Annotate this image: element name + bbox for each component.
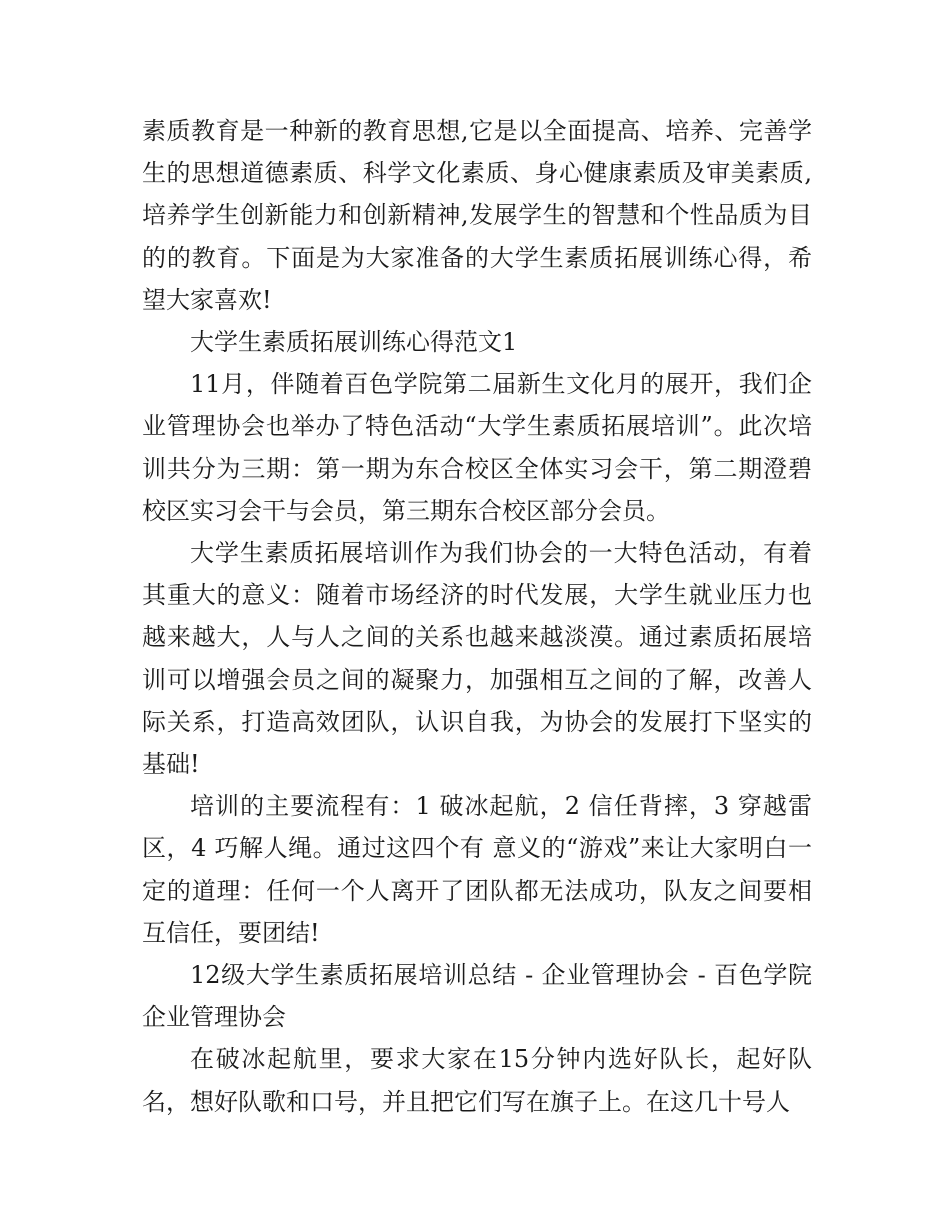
body-paragraph-3: 培训的主要流程有：1 破冰起航，2 信任背摔，3 穿越雷区，4 巧解人绳。通过这四个有 意义的“游戏”来让大家明白一定的道理：任何一个人离开了团队都无法成功，队友之间要相互信任，要团结! <box>142 792 812 947</box>
intro-paragraph: 素质教育是一种新的教育思想,它是以全面提高、培养、完善学生的思想道德素质、科学文化素质、身心健康素质及审美素质,培养学生创新能力和创新精神,发展学生的智慧和个性品质为目的的教育。下面是为大家准备的大学生素质拓展训练心得，希望大家喜欢! <box>142 117 812 314</box>
body-paragraph-4: 在破冰起航里，要求大家在15分钟内选好队长，起好队名，想好队歌和口号，并且把它们写在旗子上。在这几十号人 <box>142 1045 812 1116</box>
source-line: 12级大学生素质拓展培训总结 - 企业管理协会 - 百色学院企业管理协会 <box>142 961 812 1032</box>
body-paragraph-2: 大学生素质拓展培训作为我们协会的一大特色活动，有着其重大的意义：随着市场经济的时代发展，大学生就业压力也越来越大，人与人之间的关系也越来越淡漠。通过素质拓展培训可以增强会员之间的凝聚力，加强相互之间的了解，改善人际关系，打造高效团队，认识自我，为协会的发展打下坚实的基础! <box>142 539 812 779</box>
body-paragraph-1: 11月，伴随着百色学院第二届新生文化月的展开，我们企业管理协会也举办了特色活动“大学生素质拓展培训”。此次培训共分为三期：第一期为东合校区全体实习会干，第二期澄碧校区实习会干与会员，第三期东合校区部分会员。 <box>142 370 812 525</box>
document-body <box>142 110 812 1123</box>
section-heading: 大学生素质拓展训练心得范文1 <box>190 328 518 357</box>
